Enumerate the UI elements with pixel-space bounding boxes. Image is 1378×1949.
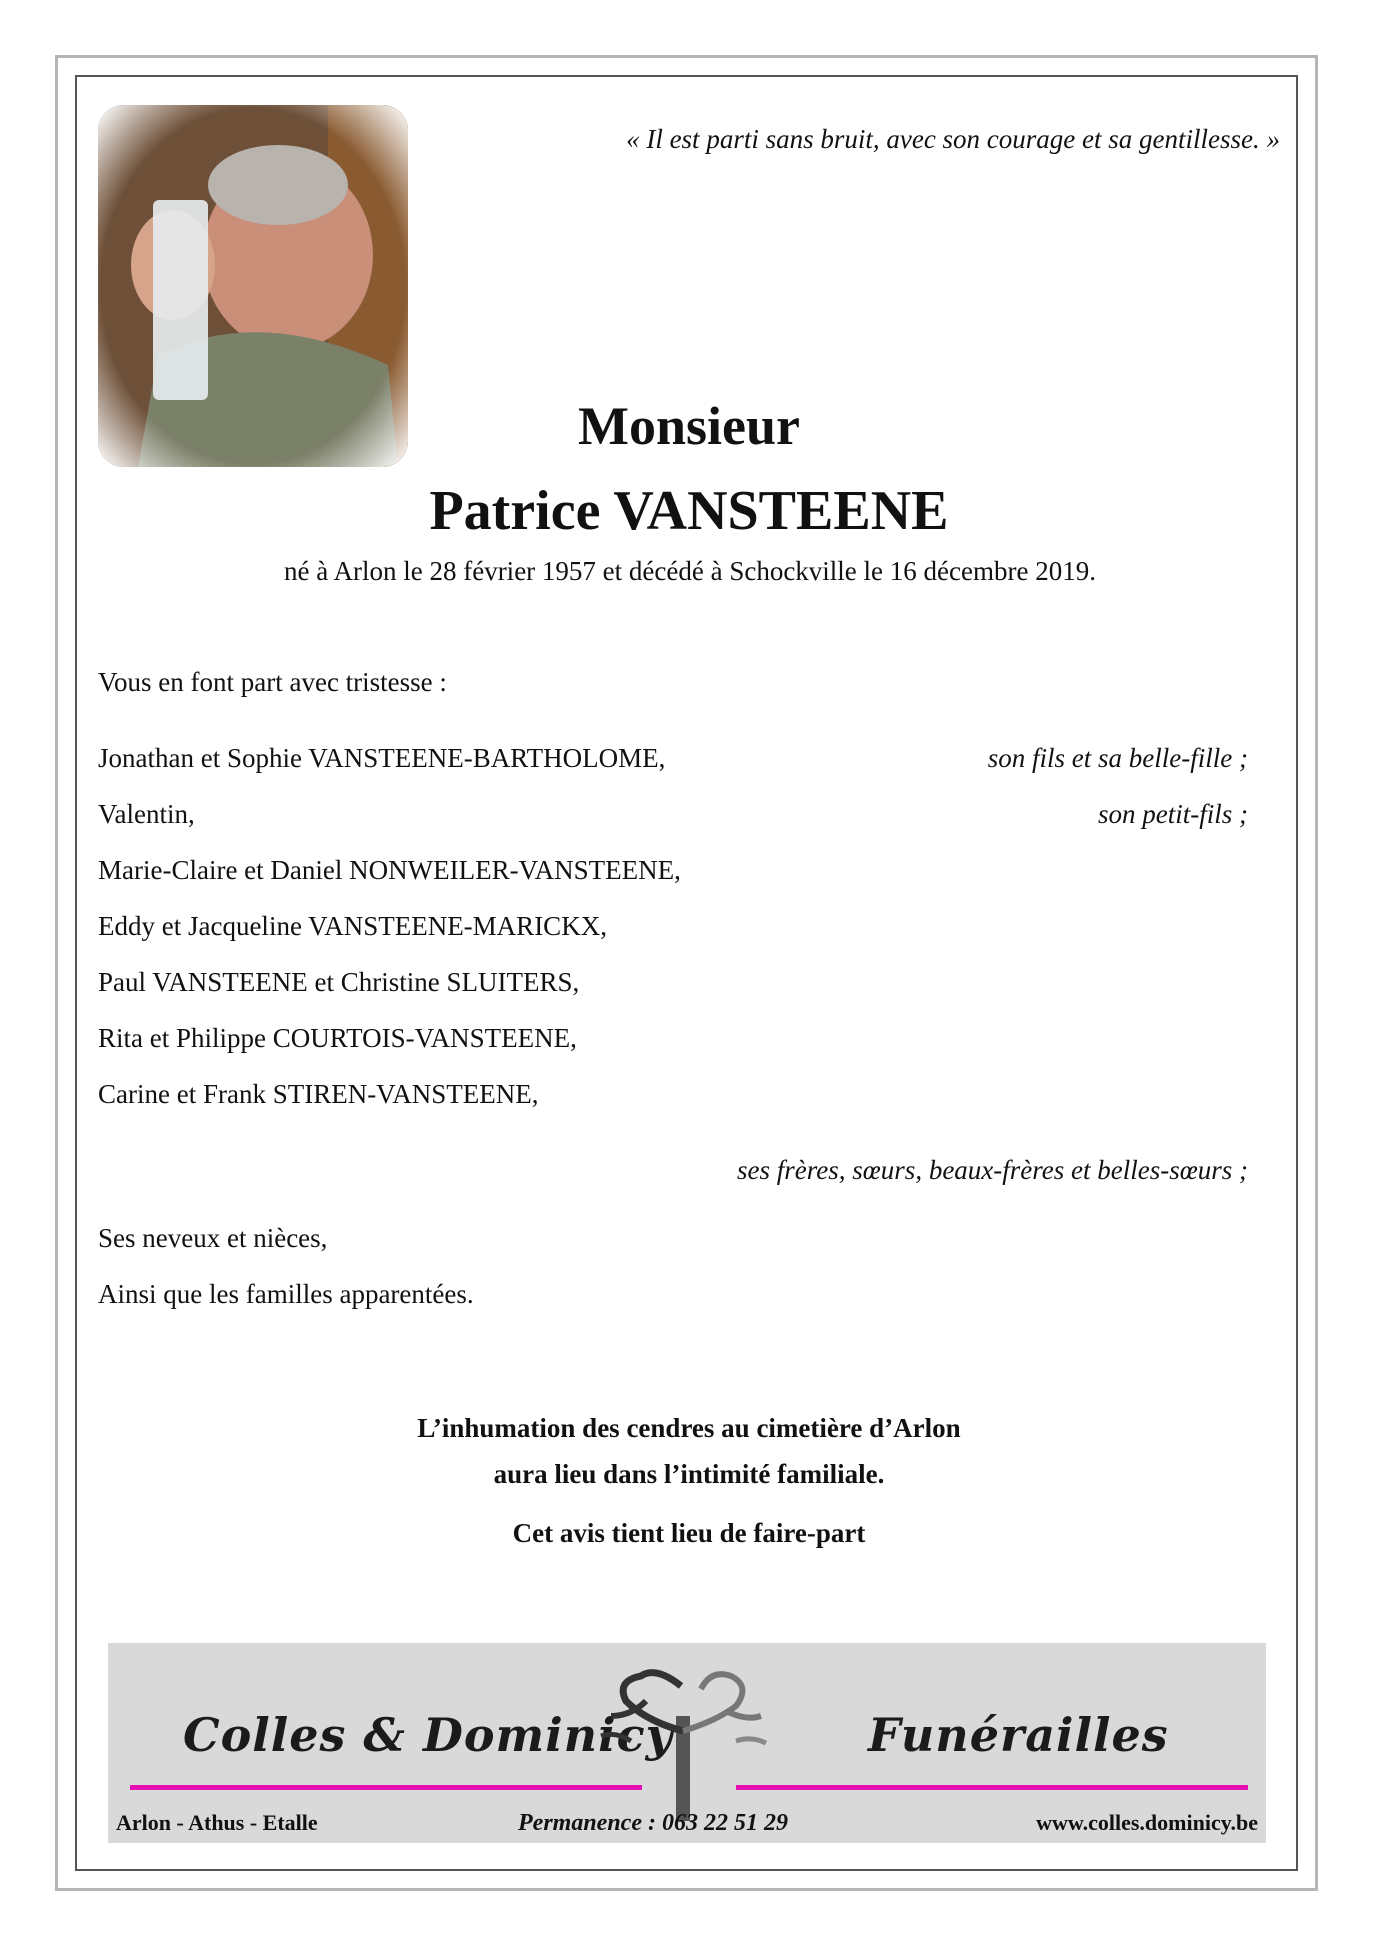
deceased-title [150, 395, 1228, 545]
family-row [98, 908, 1248, 964]
funeral-home-phone: Permanence : 063 22 51 29 [518, 1810, 788, 1836]
honorific: Monsieur [578, 396, 800, 456]
birth-death-dates: né à Arlon le 28 février 1957 et décédé à Schockville le 16 décembre 2019. [284, 556, 1096, 586]
family-names: Rita et Philippe COURTOIS-VANSTEENE, [98, 1023, 577, 1053]
family-relation: son fils et sa belle-fille ; [987, 743, 1248, 773]
family-relation: son petit-fils ; [1098, 799, 1248, 829]
notice-statement: Cet avis tient lieu de faire-part [512, 1518, 866, 1548]
ceremony-line: aura lieu dans l’intimité familiale. [493, 1459, 885, 1489]
family-names: Jonathan et Sophie VANSTEENE-BARTHOLOME, [98, 743, 666, 773]
family-row [98, 964, 1248, 1020]
funeral-home-name: Colles & Dominicy [183, 1708, 674, 1762]
funeral-home-cities: Arlon - Athus - Etalle [116, 1810, 318, 1835]
announcement-intro: Vous en font part avec tristesse : [98, 667, 447, 697]
family-row [98, 740, 1248, 796]
family-row [98, 796, 1248, 852]
funeral-home-website[interactable]: www.colles.dominicy.be [1036, 1810, 1258, 1835]
family-row [98, 1020, 1248, 1076]
other-relatives [98, 1210, 474, 1322]
family-list [98, 740, 1248, 1132]
ceremony-info [150, 1405, 1228, 1497]
funeral-home-banner [108, 1643, 1266, 1843]
siblings-relation: ses frères, sœurs, beaux-frères et belles-sœurs ; [737, 1155, 1248, 1185]
other-relatives-line: Ainsi que les familles apparentées. [98, 1279, 474, 1309]
family-names: Carine et Frank STIREN-VANSTEENE, [98, 1079, 539, 1109]
memorial-quote: « Il est parti sans bruit, avec son courage et sa gentillesse. » [626, 124, 1280, 154]
ceremony-line: L’inhumation des cendres au cimetière d’Arlon [417, 1413, 961, 1443]
accent-line-right [736, 1785, 1248, 1790]
family-names: Marie-Claire et Daniel NONWEILER-VANSTEENE, [98, 855, 681, 885]
family-names: Paul VANSTEENE et Christine SLUITERS, [98, 967, 580, 997]
family-names: Eddy et Jacqueline VANSTEENE-MARICKX, [98, 911, 607, 941]
family-row [98, 1076, 1248, 1132]
accent-line-left [130, 1785, 642, 1790]
deceased-name: Patrice VANSTEENE [429, 480, 949, 542]
family-names: Valentin, [98, 799, 195, 829]
family-row [98, 852, 1248, 908]
other-relatives-line: Ses neveux et nièces, [98, 1223, 328, 1253]
funeral-home-tagline: Funérailles [868, 1708, 1169, 1762]
tree-icon [586, 1661, 786, 1821]
